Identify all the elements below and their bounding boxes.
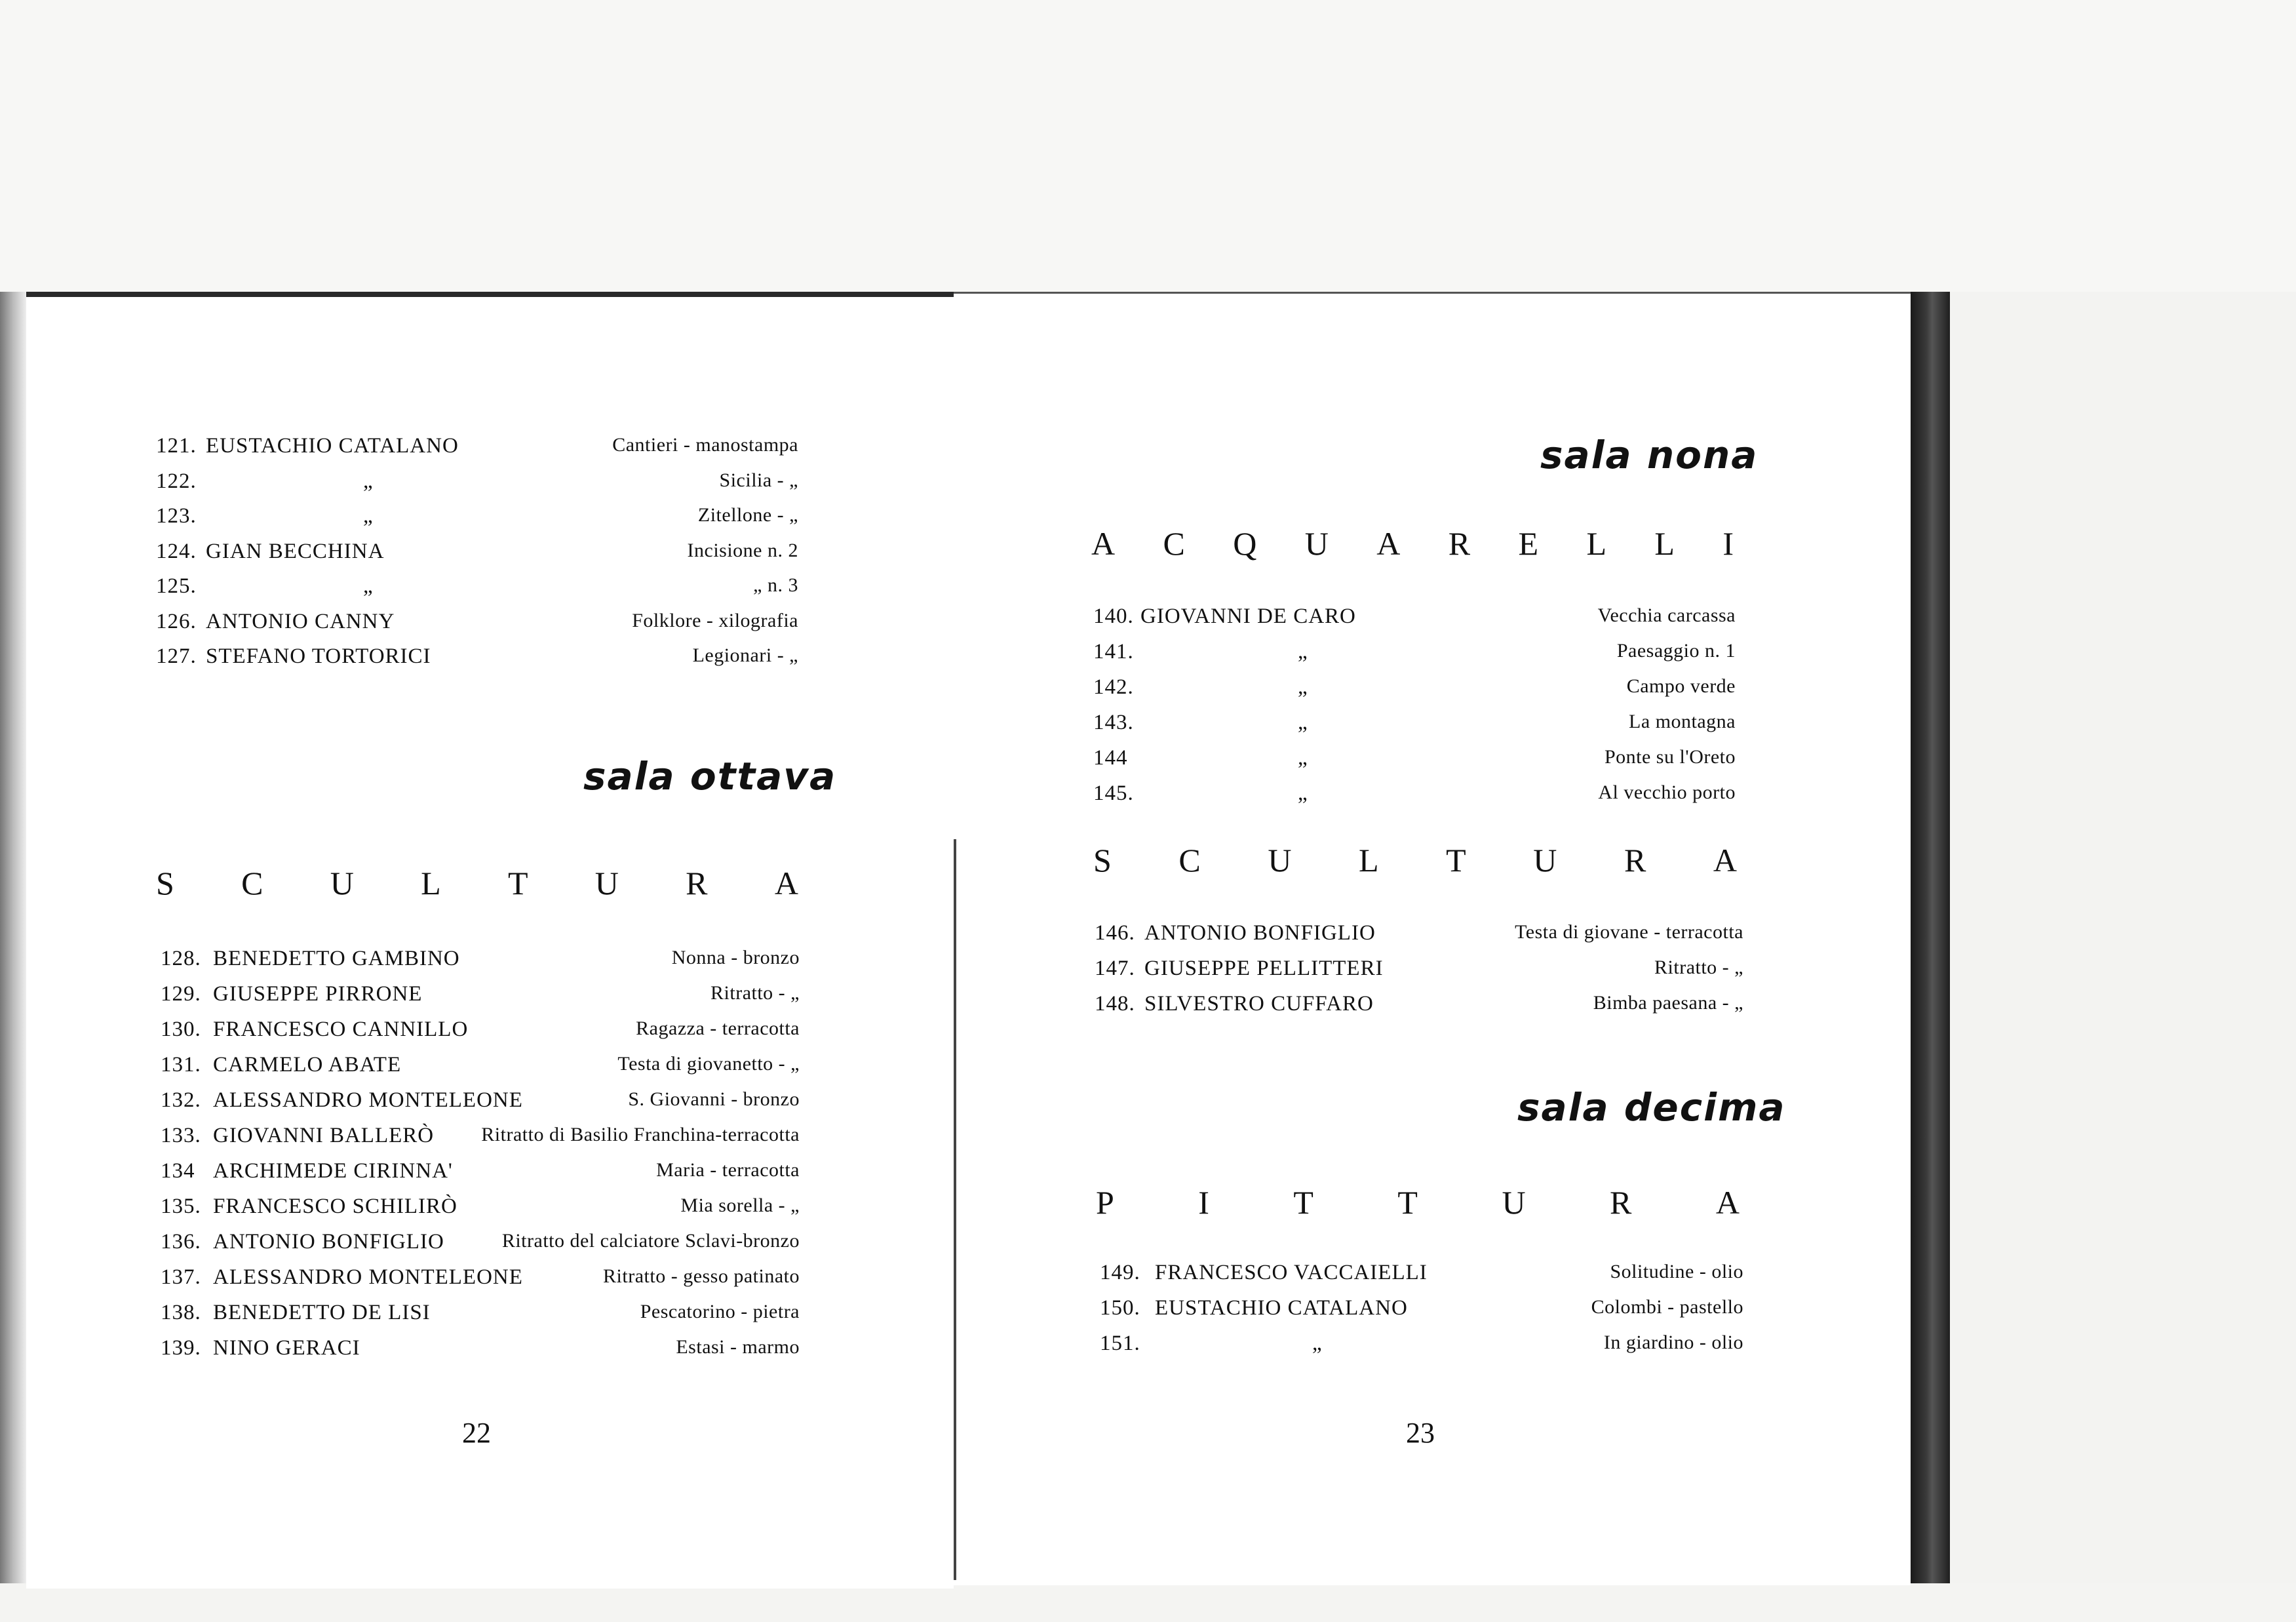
- entry-artist: GIOVANNI DE CARO: [1140, 604, 1356, 628]
- section-letter: T: [1397, 1184, 1418, 1221]
- entry-number: 123.: [156, 504, 197, 528]
- entry-number: 122.: [156, 469, 197, 493]
- entry-artist: ALESSANDRO MONTELEONE: [213, 1088, 523, 1112]
- catalog-entry: [1093, 640, 1736, 666]
- catalog-entry: [161, 1159, 800, 1185]
- entry-artist: „: [1298, 675, 1308, 699]
- entry-number: 140.: [1093, 604, 1134, 628]
- entry-work: „ n. 3: [753, 574, 798, 596]
- entry-artist: „: [363, 504, 374, 528]
- scan-background-right: [1950, 292, 2296, 1583]
- entry-number: 134: [161, 1159, 195, 1183]
- catalog-entry: [1095, 992, 1743, 1018]
- entry-number: 133.: [161, 1124, 201, 1147]
- entry-work: Incisione n. 2: [687, 539, 798, 561]
- entry-work: Ritratto di Basilio Franchina-terracotta: [481, 1124, 800, 1145]
- entry-artist: FRANCESCO VACCAIELLI: [1155, 1261, 1428, 1284]
- entry-number: 138.: [161, 1301, 201, 1324]
- catalog-entry: [156, 540, 798, 566]
- entry-artist: ANTONIO BONFIGLIO: [213, 1230, 444, 1254]
- section-letter: A: [1376, 525, 1401, 562]
- catalog-entry: [161, 1124, 800, 1150]
- catalog-entry: [156, 434, 798, 460]
- entry-work: Estasi - marmo: [676, 1336, 800, 1358]
- scan-edge-left: [0, 292, 26, 1583]
- section-letter: R: [686, 865, 708, 901]
- entry-work: Nonna - bronzo: [671, 947, 800, 968]
- entry-work: Ritratto - „: [1654, 957, 1743, 978]
- entry-artist: NINO GERACI: [213, 1336, 360, 1360]
- section-letter: C: [1163, 525, 1185, 562]
- section-letter: T: [507, 865, 528, 901]
- entry-work: Maria - terracotta: [656, 1159, 800, 1181]
- entry-work: Sicilia - „: [719, 469, 798, 491]
- entry-work: Folklore - xilografia: [632, 609, 798, 631]
- entry-artist: SILVESTRO CUFFARO: [1144, 992, 1374, 1016]
- entry-artist: EUSTACHIO CATALANO: [206, 434, 459, 458]
- section-letter: U: [1502, 1184, 1526, 1221]
- catalog-entry: [161, 1230, 800, 1256]
- entry-number: 130.: [161, 1018, 201, 1041]
- entry-artist: GIUSEPPE PIRRONE: [213, 982, 423, 1006]
- section-letter: E: [1518, 525, 1539, 562]
- entry-artist: „: [1312, 1332, 1323, 1355]
- hall-title-decima: sala decima: [1517, 1085, 1786, 1130]
- section-letter: I: [1722, 525, 1734, 562]
- catalog-entry: [161, 1195, 800, 1221]
- catalog-entry: [156, 504, 798, 530]
- entry-artist: STEFANO TORTORICI: [206, 644, 431, 668]
- section-letter: C: [241, 865, 263, 901]
- entry-artist: „: [1298, 781, 1308, 805]
- entry-work: Cantieri - manostampa: [612, 434, 798, 456]
- catalog-entry: [1093, 711, 1736, 737]
- section-title-scultura-right: [1093, 841, 1737, 879]
- entry-number: 129.: [161, 982, 201, 1006]
- entry-work: In giardino - olio: [1603, 1332, 1743, 1353]
- page-number-right: 23: [1406, 1417, 1435, 1449]
- entry-number: 124.: [156, 539, 197, 563]
- catalog-entry: [161, 947, 800, 973]
- section-letter: L: [1359, 842, 1379, 879]
- entry-number: 151.: [1100, 1332, 1140, 1355]
- section-letter: R: [1448, 525, 1471, 562]
- catalog-entry: [161, 1088, 800, 1115]
- entry-number: 147.: [1095, 957, 1135, 980]
- entry-work: Ritratto - „: [710, 982, 800, 1004]
- catalog-entry: [156, 469, 798, 496]
- entry-artist: ANTONIO BONFIGLIO: [1144, 921, 1376, 945]
- entry-artist: „: [363, 469, 374, 493]
- entry-work: Ritratto del calciatore Sclavi-bronzo: [501, 1230, 800, 1252]
- page-edge-bar: [1911, 292, 1950, 1583]
- entry-work: Testa di giovane - terracotta: [1515, 921, 1743, 943]
- entry-work: S. Giovanni - bronzo: [628, 1088, 800, 1110]
- page-number-left: 22: [462, 1417, 491, 1449]
- entry-artist: GIUSEPPE PELLITTERI: [1144, 957, 1384, 980]
- entry-number: 149.: [1100, 1261, 1140, 1284]
- section-letter: S: [156, 865, 174, 901]
- section-letter: T: [1446, 842, 1466, 879]
- entry-work: Ponte su l'Oreto: [1604, 746, 1736, 768]
- entry-artist: CARMELO ABATE: [213, 1053, 402, 1077]
- catalog-entry: [161, 1265, 800, 1292]
- entry-number: 121.: [156, 434, 197, 458]
- entry-artist: BENEDETTO DE LISI: [213, 1301, 431, 1324]
- entry-work: Al vecchio porto: [1598, 781, 1736, 803]
- entry-work: Ragazza - terracotta: [636, 1018, 800, 1039]
- scan-background-top: [0, 0, 2296, 295]
- section-letter: L: [1654, 525, 1675, 562]
- section-title-acquarelli: [1091, 524, 1734, 563]
- entry-artist: GIOVANNI BALLERÒ: [213, 1124, 435, 1147]
- entry-number: 131.: [161, 1053, 201, 1077]
- catalog-entry: [1093, 746, 1736, 772]
- catalog-entry: [156, 574, 798, 601]
- section-letter: T: [1293, 1184, 1313, 1221]
- book-spine: [954, 839, 956, 1580]
- section-letter: C: [1178, 842, 1201, 879]
- catalog-entry: [1093, 781, 1736, 808]
- section-letter: R: [1610, 1184, 1632, 1221]
- catalog-entry: [1100, 1332, 1743, 1358]
- entry-work: Bimba paesana - „: [1593, 992, 1743, 1014]
- entry-number: 132.: [161, 1088, 201, 1112]
- catalog-entry: [161, 1301, 800, 1327]
- entry-number: 136.: [161, 1230, 201, 1254]
- section-letter: A: [774, 865, 798, 901]
- catalog-entry: [161, 1018, 800, 1044]
- section-letter: A: [1715, 1184, 1740, 1221]
- entry-artist: „: [363, 574, 374, 598]
- entry-number: 148.: [1095, 992, 1135, 1016]
- hall-title-nona: sala nona: [1540, 433, 1759, 477]
- catalog-entry: [1095, 921, 1743, 947]
- entry-number: 139.: [161, 1336, 201, 1360]
- entry-work: Zitellone - „: [697, 504, 798, 526]
- section-letter: R: [1624, 842, 1646, 879]
- entry-work: Legionari - „: [692, 644, 798, 666]
- entry-work: Testa di giovanetto - „: [617, 1053, 800, 1075]
- section-letter: A: [1713, 842, 1737, 879]
- entry-artist: FRANCESCO CANNILLO: [213, 1018, 469, 1041]
- entry-work: Colombi - pastello: [1591, 1296, 1743, 1318]
- entry-number: 141.: [1093, 640, 1134, 663]
- entry-work: Pescatorino - pietra: [640, 1301, 800, 1322]
- entry-number: 127.: [156, 644, 197, 668]
- entry-work: Solitudine - olio: [1610, 1261, 1743, 1282]
- section-title-pittura: [1096, 1183, 1740, 1221]
- entry-artist: FRANCESCO SCHILIRÒ: [213, 1195, 457, 1218]
- catalog-entry: [1095, 957, 1743, 983]
- entry-number: 142.: [1093, 675, 1134, 699]
- entry-work: Campo verde: [1626, 675, 1736, 697]
- section-letter: L: [421, 865, 441, 901]
- section-letter: U: [1533, 842, 1557, 879]
- catalog-entry: [161, 1053, 800, 1079]
- catalog-entry: [1093, 604, 1736, 631]
- catalog-entry: [156, 610, 798, 636]
- entry-number: 146.: [1095, 921, 1135, 945]
- section-letter: U: [330, 865, 354, 901]
- entry-artist: BENEDETTO GAMBINO: [213, 947, 460, 970]
- section-letter: S: [1093, 842, 1112, 879]
- section-letter: I: [1198, 1184, 1209, 1221]
- section-letter: U: [1268, 842, 1292, 879]
- entry-artist: „: [1298, 640, 1308, 663]
- entry-work: La montagna: [1629, 711, 1736, 732]
- hall-title-ottava: sala ottava: [583, 754, 837, 799]
- catalog-entry: [161, 982, 800, 1008]
- section-letter: P: [1096, 1184, 1114, 1221]
- entry-number: 128.: [161, 947, 201, 970]
- catalog-entry: [1100, 1296, 1743, 1322]
- entry-work: Vecchia carcassa: [1597, 604, 1736, 626]
- entry-number: 135.: [161, 1195, 201, 1218]
- entry-artist: GIAN BECCHINA: [206, 539, 385, 563]
- entry-number: 143.: [1093, 711, 1134, 734]
- entry-artist: „: [1298, 711, 1308, 734]
- entry-number: 125.: [156, 574, 197, 598]
- entry-number: 126.: [156, 609, 197, 633]
- catalog-entry: [161, 1336, 800, 1362]
- entry-number: 137.: [161, 1265, 201, 1289]
- catalog-entry: [156, 644, 798, 671]
- section-letter: Q: [1233, 525, 1257, 562]
- catalog-entry: [1093, 675, 1736, 702]
- section-letter: L: [1586, 525, 1606, 562]
- entry-artist: EUSTACHIO CATALANO: [1155, 1296, 1408, 1320]
- entry-work: Ritratto - gesso patinato: [603, 1265, 800, 1287]
- entry-number: 145.: [1093, 781, 1134, 805]
- section-letter: U: [594, 865, 619, 901]
- entry-artist: ARCHIMEDE CIRINNA': [213, 1159, 453, 1183]
- entry-artist: „: [1298, 746, 1308, 770]
- entry-work: Paesaggio n. 1: [1616, 640, 1736, 662]
- entry-work: Mia sorella - „: [680, 1195, 800, 1216]
- entry-artist: ANTONIO CANNY: [206, 609, 395, 633]
- section-title-scultura-left: [156, 864, 798, 902]
- entry-number: 150.: [1100, 1296, 1140, 1320]
- entry-artist: ALESSANDRO MONTELEONE: [213, 1265, 523, 1289]
- section-letter: U: [1304, 525, 1329, 562]
- section-letter: A: [1091, 525, 1116, 562]
- catalog-entry: [1100, 1261, 1743, 1287]
- entry-number: 144: [1093, 746, 1128, 770]
